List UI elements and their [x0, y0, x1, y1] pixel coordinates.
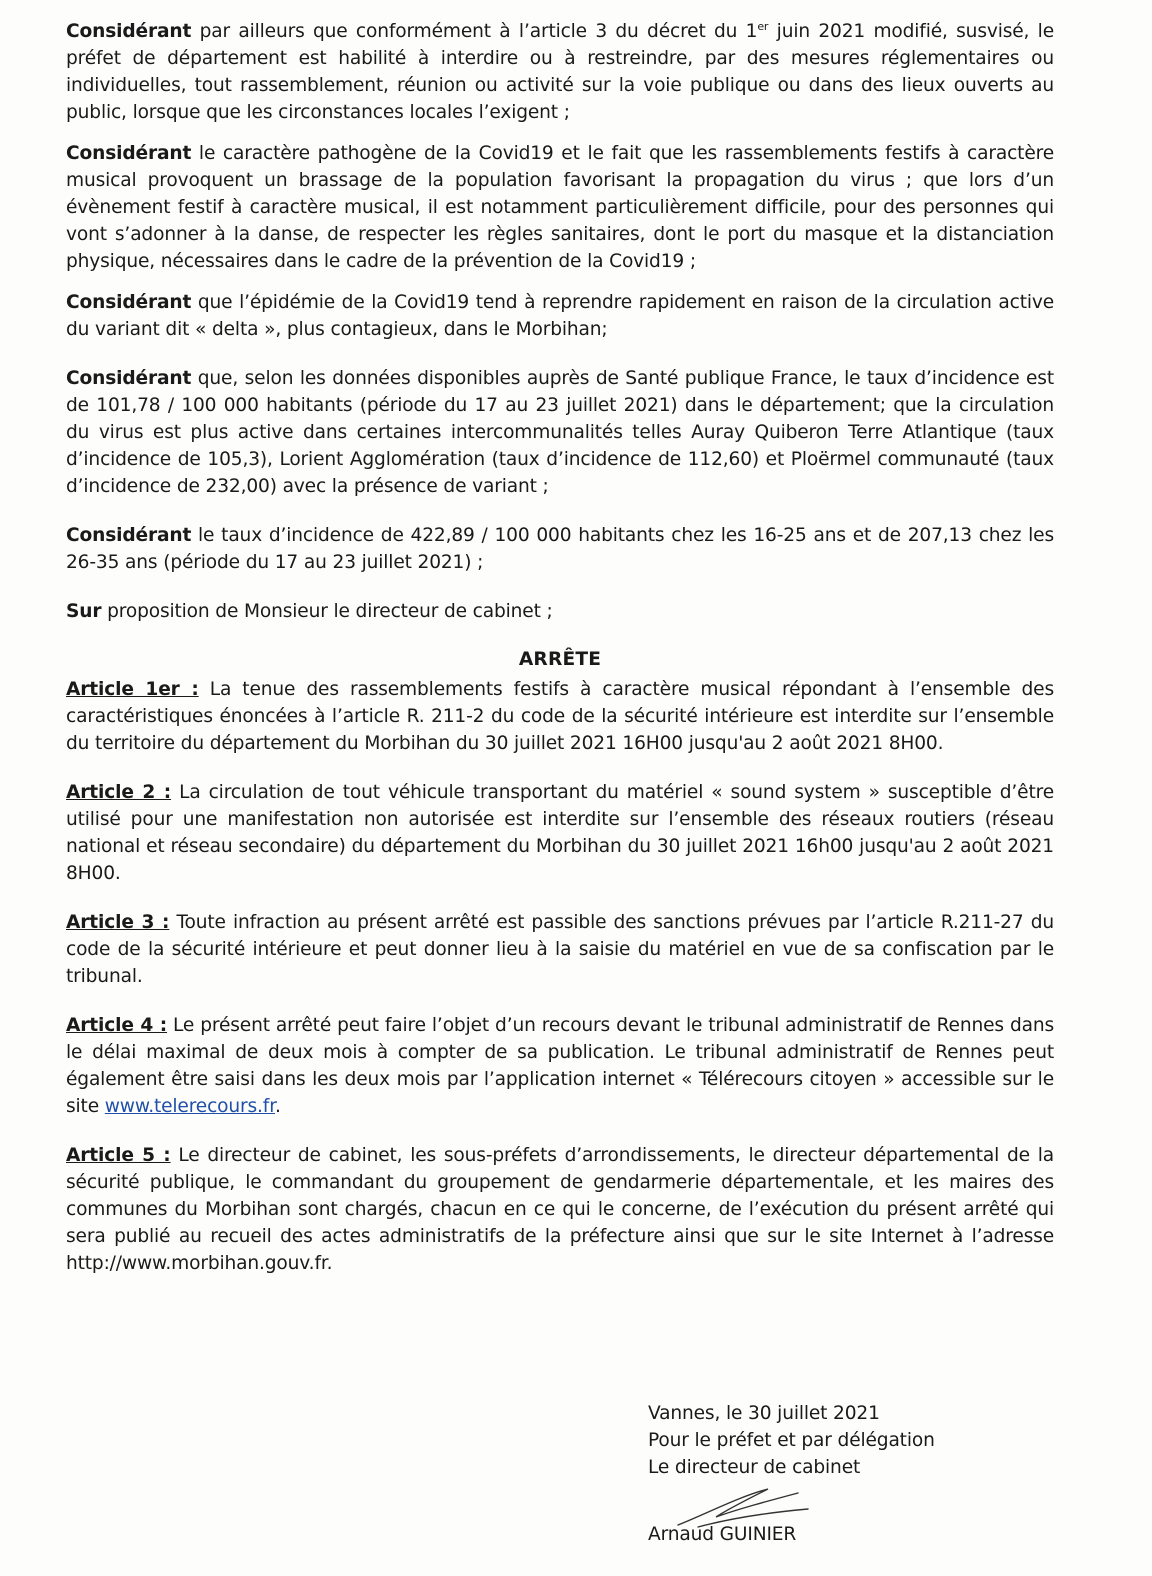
proposition-paragraph — [66, 598, 1054, 625]
signatory-name: Arnaud GUINIER — [648, 1524, 797, 1545]
article-text: Le directeur de cabinet, les sous-préfets d’arrondissements, le directeur départemental de la sécurité publique, le commandant du groupement de gendarmerie départementale, et les maires des communes du Morbihan sont chargés, chacun en ce qui le concerne, de l’exécution du présent arrêté qui sera publié au recueil des actes administratifs de la préfecture ainsi que sur le site Internet à l’adresse http://www.morbihan.gouv.fr. — [66, 1145, 1054, 1274]
signatory-name-line — [648, 1521, 935, 1548]
paragraph-lead: Sur — [66, 601, 102, 622]
paragraph-text: le taux d’incidence de 422,89 / 100 000 habitants chez les 16-25 ans et de 207,13 chez les 26-35 ans (période du 17 au 23 juillet 2021) ; — [66, 525, 1054, 573]
article-label: Article 5 : — [66, 1145, 171, 1166]
article-text: La tenue des rassemblements festifs à caractère musical répondant à l’ensemble des caractéristiques énoncées à l’article R. 211-2 du code de la sécurité intérieure est interdite sur l’ensemble du territoire du département du Morbihan du 30 juillet 2021 16H00 jusqu'au 2 août 2021 8H00. — [66, 679, 1055, 754]
article-label: Article 1er : — [66, 679, 199, 700]
place-date: Vannes, le 30 juillet 2021 — [648, 1403, 880, 1424]
considerant-paragraph-3 — [66, 289, 1054, 343]
paragraph-text: le caractère pathogène de la Covid19 et le fait que les rassemblements festifs à caractère musical provoquent un brassage de la population favorisant la propagation du virus ; que lors d’un évènement festif à caractère musical, il est notamment particulièrement difficile, pour des personnes qui vont s’adonner à la danse, de respecter les règles sanitaires, dont le port du masque et la distanciation physique, nécessaires dans le cadre de la prévention de la Covid19 ; — [66, 143, 1054, 272]
article-label: Article 3 : — [66, 912, 170, 933]
article-text-end: . — [275, 1096, 281, 1117]
article-4 — [66, 1012, 1054, 1120]
article-5 — [66, 1142, 1054, 1277]
article-label: Article 4 : — [66, 1015, 168, 1036]
delegation-line: Pour le préfet et par délégation — [648, 1430, 935, 1451]
paragraph-text: proposition de Monsieur le directeur de cabinet ; — [101, 601, 553, 622]
considerant-paragraph-4 — [66, 365, 1054, 500]
role-line: Le directeur de cabinet — [648, 1457, 861, 1478]
article-text: Toute infraction au présent arrêté est passible des sanctions prévues par l’article R.211-27 du code de la sécurité intérieure et peut donner lieu à la saisie du matériel en vue de sa confiscation par le tribunal. — [66, 912, 1055, 987]
signature-block — [648, 1400, 935, 1548]
paragraph-text: juin 2021 modifié, susvisé, le préfet de département est habilité à interdire ou à restreindre, par des mesures réglementaires ou individuelles, tout rassemblement, réunion ou activité sur la voie publique ou dans des lieux ouverts au public, lorsque que les circonstances locales l’exigent ; — [66, 21, 1054, 123]
paragraph-text: que l’épidémie de la Covid19 tend à reprendre rapidement en raison de la circulation active du variant dit « delta », plus contagieux, dans le Morbihan; — [66, 292, 1054, 340]
article-2 — [66, 779, 1054, 887]
superscript: er — [757, 19, 769, 33]
article-text: Le présent arrêté peut faire l’objet d’un recours devant le tribunal administratif de Rennes dans le délai maximal de deux mois à compter de sa publication. Le tribunal administratif de Rennes peut également être saisi dans les deux mois par l’application internet « Télérecours citoyen » accessible sur le site — [66, 1015, 1055, 1117]
paragraph-text: que, selon les données disponibles auprès de Santé publique France, le taux d’incidence est de 101,78 / 100 000 habitants (période du 17 au 23 juillet 2021) dans le département; que la circulation du virus est plus active dans certaines intercommunalités telles Auray Quiberon Terre Atlantique (taux d’incidence de 105,3), Lorient Agglomération (taux d’incidence de 112,60) et Ploërmel communauté (taux d’incidence de 232,00) avec la présence de variant ; — [66, 368, 1054, 497]
telerecours-link[interactable]: www.telerecours.fr — [104, 1096, 275, 1117]
paragraph-lead: Considérant — [66, 368, 192, 389]
article-label: Article 2 : — [66, 782, 172, 803]
article-text: La circulation de tout véhicule transportant du matériel « sound system » susceptible d’être utilisé pour une manifestation non autorisée est interdite sur l’ensemble des réseaux routiers (réseau national et réseau secondaire) du département du Morbihan du 30 juillet 2021 16h00 jusqu'au 2 août 2021 8H00. — [66, 782, 1054, 884]
paragraph-text: par ailleurs que conformément à l’article 3 du décret du 1 — [191, 21, 758, 42]
article-1 — [66, 676, 1054, 757]
considerant-paragraph-2 — [66, 140, 1054, 275]
considerant-paragraph-5 — [66, 522, 1054, 576]
paragraph-lead: Considérant — [66, 525, 192, 546]
paragraph-lead: Considérant — [66, 21, 192, 42]
paragraph-lead: Considérant — [66, 292, 192, 313]
document-page — [66, 18, 1054, 1291]
handwritten-signature — [668, 1483, 818, 1533]
article-3 — [66, 909, 1054, 990]
paragraph-lead: Considérant — [66, 143, 192, 164]
decision-title: ARRÊTE — [518, 649, 602, 670]
considerant-paragraph-1 — [66, 18, 1054, 126]
